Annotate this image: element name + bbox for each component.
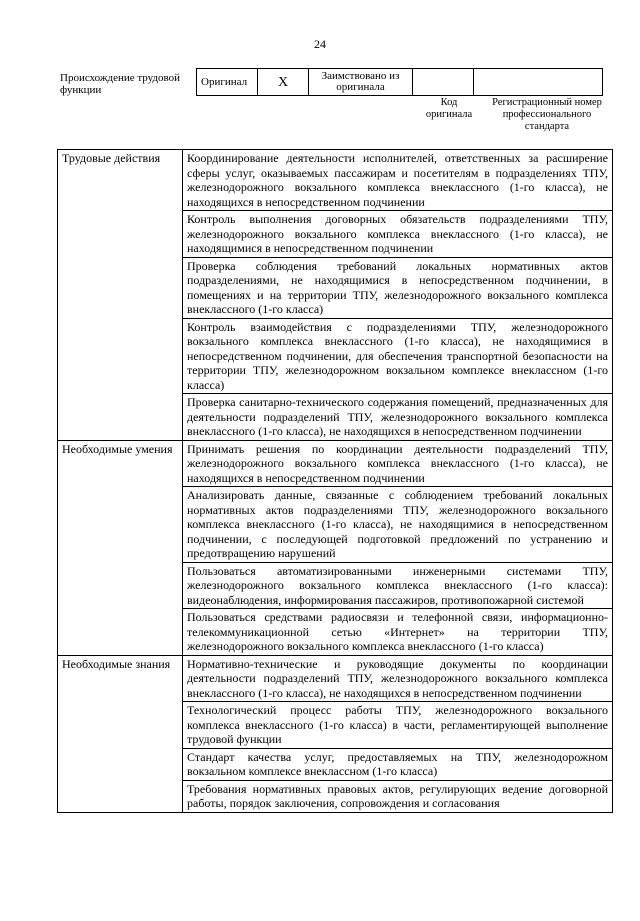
table-cell: Технологический процесс работы ТПУ, железнодорожного вокзального комплекса внеклассного (1-го класса) в части, регламентирующей выполнение трудовой функции — [183, 702, 613, 749]
table-row — [58, 150, 613, 211]
table-cell: Проверка соблюдения требований локальных нормативных актов подразделениями, не находящимися в непосредственном подчинении, в помещениях и на территории ТПУ, железнодорожного вокзального комплекса внеклассного (1-го класса) — [183, 257, 613, 318]
origin-label: Происхождение трудовой функции — [60, 72, 181, 96]
section-title-knowledge: Необходимые знания — [58, 655, 183, 812]
table-cell: Требования нормативных правовых актов, регулирующих ведение договорной работы, порядок заключения, сопровождения и согласования — [183, 780, 613, 812]
table-cell: Пользоваться средствами радиосвязи и телефонной связи, информационно-телекоммуникационной сетью «Интернет» на территории ТПУ, железнодорожного вокзального комплекса внеклассного (1-го класса) — [183, 609, 613, 656]
table-cell: Контроль выполнения договорных обязательств подразделениями ТПУ, железнодорожного вокзального комплекса внеклассного (1-го класса), не находящимися в непосредственном подчинении — [183, 211, 613, 258]
section-title-skills: Необходимые умения — [58, 440, 183, 655]
borrowed-cell: Заимствовано из оригинала — [309, 69, 413, 96]
original-mark: X — [258, 69, 309, 96]
regnum-caption: Регистрационный номер профессионального стандарта — [492, 97, 602, 132]
page-number: 24 — [314, 37, 326, 51]
table-cell: Стандарт качества услуг, предоставляемых на ТПУ, железнодорожном вокзальном комплексе внеклассном (1-го класса) — [183, 748, 613, 780]
section-title-labor-actions: Трудовые действия — [58, 150, 183, 441]
code-caption: Код оригинала — [425, 97, 473, 120]
labor-function-table — [57, 149, 613, 813]
table-cell: Нормативно-технические и руководящие документы по координации деятельности подразделений ТПУ, железнодорожного вокзального комплекса внеклассного (1-го класса), не находящихся в непосредственном подчинении — [183, 655, 613, 702]
table-cell: Анализировать данные, связанные с соблюдением требований локальных нормативных актов подразделениями ТПУ, железнодорожного вокзального комплекса внеклассного (1-го класса), не находящимися в непосредственном подчинении, с последующей подготовкой предложений по устранению и предотвращению нарушений — [183, 487, 613, 563]
table-row — [58, 655, 613, 702]
table-row — [58, 440, 613, 487]
code-cell — [413, 69, 474, 96]
origin-table — [196, 68, 603, 96]
original-cell: Оригинал — [197, 69, 258, 96]
table-cell: Принимать решения по координации деятельности подразделений ТПУ, железнодорожного вокзального комплекса внеклассного (1-го класса), не находящихся в непосредственном подчинении — [183, 440, 613, 487]
page-bottom-margin — [57, 896, 613, 921]
table-cell: Контроль взаимодействия с подразделениями ТПУ, железнодорожного вокзального комплекса внеклассного (1-го класса), не находящимися в непосредственном подчинении, для обеспечения транспортной безопасности на территории ТПУ, железнодорожном вокзальном комплексе внеклассном (1-го класса) — [183, 318, 613, 394]
table-cell: Координирование деятельности исполнителей, ответственных за расширение сферы услуг, оказываемых пассажирам и посетителям в подразделениях ТПУ, железнодорожного вокзального комплекса внеклассного (1-го класса), не находящихся в непосредственном подчинении — [183, 150, 613, 211]
regnum-cell — [474, 69, 603, 96]
table-cell: Пользоваться автоматизированными инженерными системами ТПУ, железнодорожного вокзального комплекса внеклассного (1-го класса): видеонаблюдения, информирования пассажиров, противопожарной системой — [183, 562, 613, 609]
table-cell: Проверка санитарно-технического содержания помещений, предназначенных для деятельности подразделений ТПУ, железнодорожного вокзального комплекса внеклассного (1-го класса), не находящихся в непосредственном подчинении — [183, 394, 613, 441]
